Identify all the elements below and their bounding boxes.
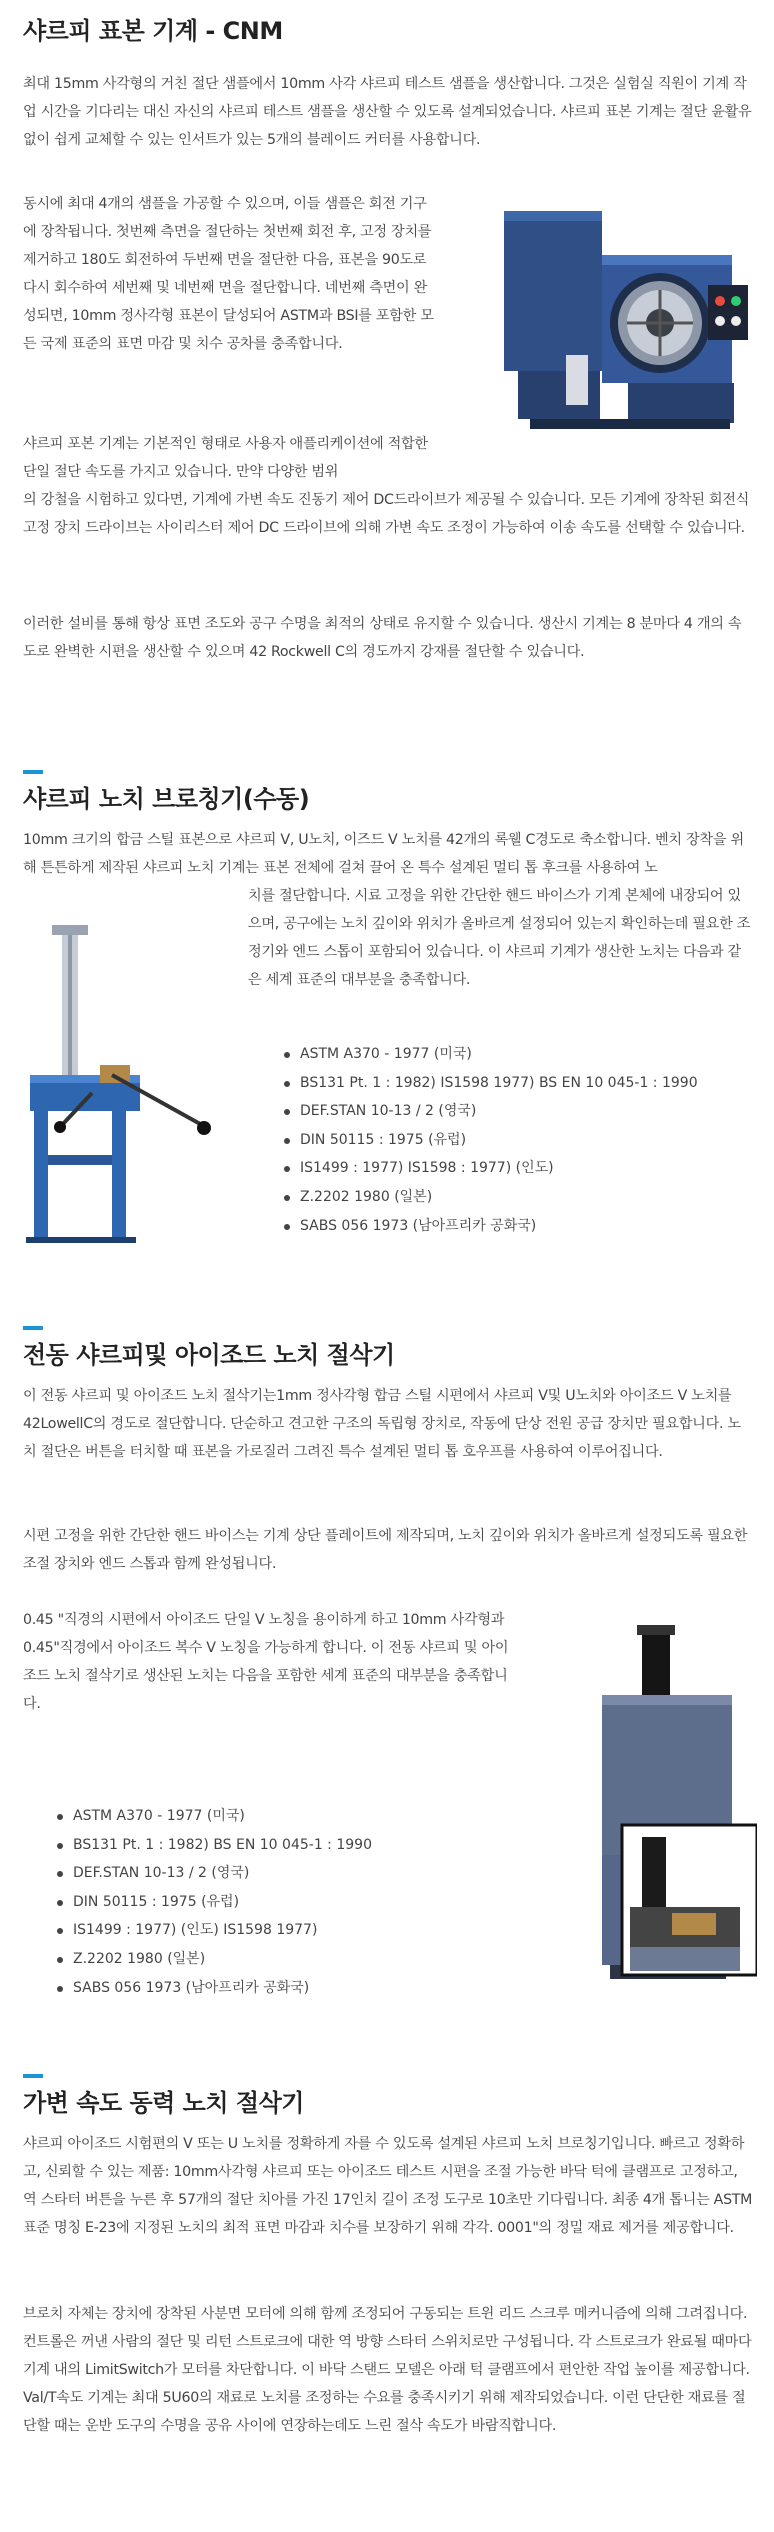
section-electric-notch-cutter: [23, 1326, 753, 1370]
list-item: BS131 Pt. 1 : 1982) IS1598 1977) BS EN 10 045-1 : 1990: [282, 1069, 742, 1098]
paragraph: 이 전동 샤르피 및 아이조드 노치 절삭기는1mm 정사각형 합금 스틸 시편에서 샤르피 V및 U노치와 아이조드 V 노치를 42LowellC의 경도로 절단합니다. 단순하고 견고한 구조의 독립형 장치로, 작동에 단상 전원 공급 장치만 필요합니다. 노치 절단은 버튼을 터치할 때 표본을 가로질러 그려진 특수 설계된 멀티 톱 호우프를 사용하여 이루어집니다.: [23, 1388, 741, 1460]
paragraph: 시편 고정을 위한 간단한 핸드 바이스는 기계 상단 플레이트에 제작되며, 노치 깊이와 위치가 올바르게 설정되도록 필요한 조절 장치와 엔드 스톱과 함께 완성됩니다.: [23, 1528, 748, 1572]
title-accent-bar: [23, 2074, 43, 2078]
paragraph-block: [248, 882, 753, 994]
paragraph: 샤르피 포본 기계는 기본적인 형태로 사용자 애플리케이션에 적합한 단일 절단 속도를 가지고 있습니다. 만약 다양한 범위: [23, 436, 428, 480]
manual-broaching-machine-image: [22, 925, 212, 1245]
list-item: Z.2202 1980 (일본): [55, 1945, 555, 1974]
paragraph-block: [23, 1522, 753, 1578]
paragraph-block: [23, 1382, 753, 1466]
list-item: BS131 Pt. 1 : 1982) BS EN 10 045-1 : 1990: [55, 1831, 555, 1860]
list-item: DIN 50115 : 1975 (유럽): [55, 1888, 555, 1917]
electric-notch-cutter-image: [582, 1625, 757, 1985]
list-item: DIN 50115 : 1975 (유럽): [282, 1126, 742, 1155]
section-cnm: [23, 16, 753, 46]
section-title: 가변 속도 동력 노치 절삭기: [23, 2089, 304, 2117]
paragraph-block: [23, 1606, 513, 1718]
section-manual-broaching: [23, 770, 753, 814]
section-title: 샤르피 노치 브로칭기(수동): [23, 785, 310, 813]
section-title: 샤르피 표본 기계 - CNM: [23, 17, 283, 45]
intro-paragraph-block: [23, 70, 753, 154]
paragraph: 브로치 자체는 장치에 장착된 사분면 모터에 의해 함께 조정되어 구동되는 트윈 리드 스크루 메커니즘에 의해 그려집니다. 컨트롤은 꺼낸 사람의 절단 및 리턴 스트로크에 대한 역 방향 스타터 스위치로만 구성됩니다. 각 스트로크가 완료될 때마다 기계 내의 LimitSwitch가 모터를 차단합니다. 이 바닥 스탠드 모델은 아래 턱 클램프에서 편안한 작업 높이를 제공합니다. Val/T속도 기계는 최대 5U60의 재료로 노치를 조정하는 수요를 충족시키기 위해 제작되었습니다. 이런 단단한 재료를 절단할 때는 운반 도구의 수명을 공유 사이에 연장하는데도 느린 절삭 속도가 바람직합니다.: [23, 2306, 752, 2434]
paragraph: 10mm 크기의 합금 스틸 표본으로 샤르피 V, U노치, 이즈드 V 노치를 42개의 록웰 C경도로 축소합니다. 벤치 장착을 위해 튼튼하게 제작된 샤르피 노치 기계는 표본 전체에 걸쳐 끌어 온 특수 설계된 멀티 톱 후크를 사용하여 노: [23, 832, 744, 876]
paragraph: 샤르피 아이조드 시험편의 V 또는 U 노치를 정확하게 자를 수 있도록 설계된 샤르피 노치 브로칭기입니다. 빠르고 정확하고, 신뢰할 수 있는 제품: 10mm사각형 샤르피 또는 아이조드 테스트 시편을 조절 가능한 바닥 턱에 클램프로 고정하고, 역 스타터 버튼을 누른 후 57개의 절단 치아를 가진 17인치 길이 조정 도구로 10초만 기다립니다. 최종 4개 톱니는 ASTM표준 명칭 E-23에 지정된 노치의 최적 표면 마감과 치수를 보장하기 위해 각각. 0001"의 정밀 재료 제거를 제공합니다.: [23, 2136, 753, 2236]
paragraph: 치를 절단합니다. 시료 고정을 위한 간단한 핸드 바이스가 기계 본체에 내장되어 있으며, 공구에는 노치 깊이와 위치가 올바르게 설정되어 있는지 확인하는데 필요한 조정기와 엔드 스톱이 포함되어 있습니다. 이 샤르피 기계가 생산한 노치는 다음과 같은 세계 표준의 대부분을 충족합니다.: [248, 888, 751, 988]
paragraph-block: [23, 2130, 753, 2242]
paragraph-block: [23, 826, 753, 882]
list-item: DEF.STAN 10-13 / 2 (영국): [55, 1859, 555, 1888]
list-item: Z.2202 1980 (일본): [282, 1183, 742, 1212]
standards-list: [55, 1802, 555, 2002]
paragraph: 최대 15mm 사각형의 거친 절단 샘플에서 10mm 사각 샤르피 테스트 샘플을 생산합니다. 그것은 실험실 직원이 기계 작업 시간을 기다리는 대신 자신의 샤르피 테스트 샘플을 생산할 수 있도록 설계되었습니다. 샤르피 표본 기계는 절단 윤활유 없이 쉽게 교체할 수 있는 인서트가 있는 5개의 블레이드 커터를 사용합니다.: [23, 76, 752, 148]
paragraph: 0.45 "직경의 시편에서 아이조드 단일 V 노칭을 용이하게 하고 10mm 사각형과 0.45"직경에서 아이조드 복수 V 노칭을 가능하게 합니다. 이 전동 샤르피 및 아이조드 노치 절삭기로 생산된 노치는 다음을 포함한 세계 표준의 대부분을 충족합니다.: [23, 1612, 509, 1712]
section-title: 전동 샤르피및 아이조드 노치 절삭기: [23, 1341, 395, 1369]
paragraph-block: [23, 610, 753, 666]
paragraph-block: [23, 430, 438, 486]
cnm-machine-image: [470, 205, 755, 435]
section-variable-speed-notch-cutter: [23, 2074, 753, 2118]
paragraph-block: [23, 190, 438, 358]
list-item: IS1499 : 1977) IS1598 : 1977) (인도): [282, 1154, 742, 1183]
paragraph: 이러한 설비를 통해 항상 표면 조도와 공구 수명을 최적의 상태로 유지할 수 있습니다. 생산시 기계는 8 분마다 4 개의 속도로 완벽한 시편을 생산할 수 있으며 42 Rockwell C의 경도까지 강재를 절단할 수 있습니다.: [23, 616, 742, 660]
list-item: ASTM A370 - 1977 (미국): [55, 1802, 555, 1831]
paragraph: 의 강철을 시험하고 있다면, 기계에 가변 속도 진동기 제어 DC드라이브가 제공될 수 있습니다. 모든 기계에 장착된 회전식 고정 장치 드라이브는 사이리스터 제어 DC 드라이브에 의해 가변 속도 조정이 가능하여 이송 속도를 선택할 수 있습니다.: [23, 492, 750, 536]
standards-list: [282, 1040, 742, 1240]
paragraph-block: [23, 486, 753, 542]
list-item: DEF.STAN 10-13 / 2 (영국): [282, 1097, 742, 1126]
paragraph-block: [23, 2300, 753, 2440]
list-item: IS1499 : 1977) (인도) IS1598 1977): [55, 1916, 555, 1945]
title-accent-bar: [23, 770, 43, 774]
list-item: SABS 056 1973 (남아프리카 공화국): [55, 1974, 555, 2003]
list-item: SABS 056 1973 (남아프리카 공화국): [282, 1212, 742, 1241]
list-item: ASTM A370 - 1977 (미국): [282, 1040, 742, 1069]
title-accent-bar: [23, 1326, 43, 1330]
paragraph: 동시에 최대 4개의 샘플을 가공할 수 있으며, 이들 샘플은 회전 기구에 장착됩니다. 첫번째 측면을 절단하는 첫번째 회전 후, 고정 장치를 제거하고 180도 회전하여 두번째 면을 절단한 다음, 표본을 90도로 다시 회수하여 세번째 및 네번째 면을 절단합니다. 네번째 측면이 완성되면, 10mm 정사각형 표본이 달성되어 ASTM과 BSI를 포함한 모든 국제 표준의 표면 마감 및 치수 공차를 충족합니다.: [23, 196, 434, 352]
